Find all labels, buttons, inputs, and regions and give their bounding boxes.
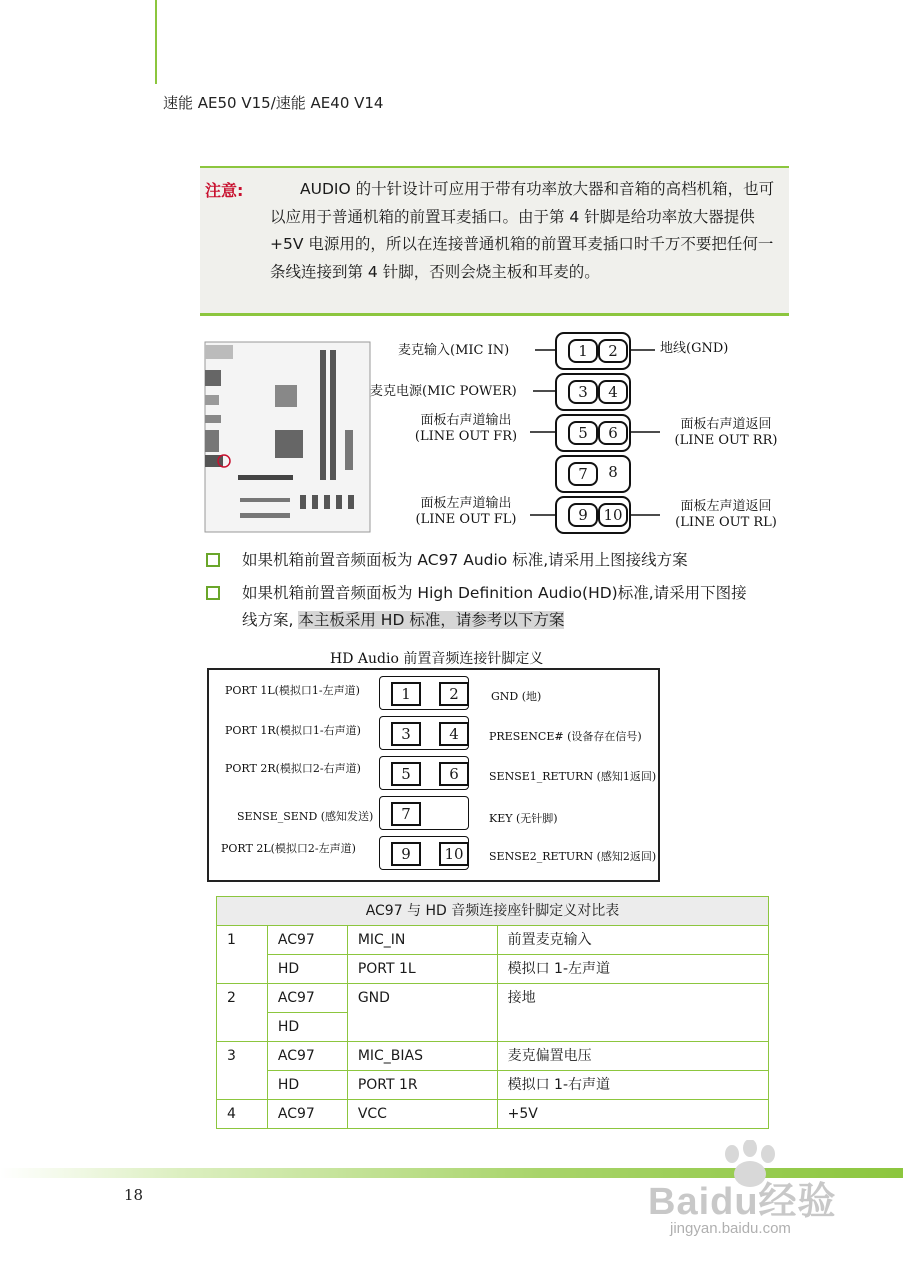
table-cell-pin: 2 bbox=[217, 984, 268, 1042]
hd-label-port-1r: PORT 1R(模拟口1-右声道) bbox=[225, 724, 361, 737]
ac97-label-mic-power: 麦克电源(MIC POWER) bbox=[370, 384, 517, 399]
note-box bbox=[200, 166, 789, 316]
table-cell-pin: 3 bbox=[217, 1042, 268, 1100]
table-cell-standard: HD bbox=[267, 955, 347, 984]
hd-diagram-title: HD Audio 前置音频连接针脚定义 bbox=[330, 651, 544, 667]
bullet-hd-text-highlight: 本主板采用 HD 标准，请参考以下方案 bbox=[298, 611, 565, 629]
ac97-pin-8: 8 bbox=[598, 462, 628, 486]
page-number: 18 bbox=[124, 1186, 144, 1204]
table-cell-signal: GND bbox=[347, 984, 497, 1042]
hd-pin-2: 2 bbox=[439, 682, 469, 706]
table-cell-standard: HD bbox=[267, 1013, 347, 1042]
table-cell-pin: 1 bbox=[217, 926, 268, 984]
hd-label-sense1-return: SENSE1_RETURN (感知1返回) bbox=[489, 770, 657, 783]
table-row bbox=[217, 984, 769, 1013]
hd-pin-6: 6 bbox=[439, 762, 469, 786]
ac97-label-line-out-fr: 面板右声道输出 bbox=[420, 413, 512, 428]
table-row bbox=[217, 955, 769, 984]
hd-label-port-1l: PORT 1L(模拟口1-左声道) bbox=[225, 684, 360, 697]
comparison-table bbox=[216, 896, 769, 1129]
hd-label-gnd: GND (地) bbox=[491, 690, 542, 703]
table-cell-standard: HD bbox=[267, 1071, 347, 1100]
note-text: AUDIO 的十针设计可应用于带有功率放大器和音箱的高档机箱，也可以应用于普通机箱的前置耳麦插口。由于第 4 针脚是给功率放大器提供+5V 电源用的，所以在连接普通机箱的前置耳麦插口时千万不要把任何一条线连接到第 4 针脚，否则会烧主板和耳麦的。 bbox=[270, 180, 775, 281]
ac97-label-line-out-fl-en: (LINE OUT FL) bbox=[415, 512, 517, 527]
ac97-pin-2: 2 bbox=[598, 339, 628, 363]
bullet-hd-text-plain: 线方案, bbox=[242, 611, 294, 629]
ac97-label-line-out-rl-en: (LINE OUT RL) bbox=[675, 515, 777, 530]
table-cell-description: 模拟口 1-左声道 bbox=[497, 955, 768, 984]
hd-label-key: KEY (无针脚) bbox=[489, 812, 558, 825]
ac97-pin-7: 7 bbox=[568, 462, 598, 486]
baidu-watermark bbox=[640, 1140, 880, 1250]
hd-pin-10: 10 bbox=[439, 842, 469, 866]
table-cell-signal: PORT 1L bbox=[347, 955, 497, 984]
ac97-label-line-out-rl: 面板左声道返回 bbox=[680, 499, 772, 514]
hd-label-sense2-return: SENSE2_RETURN (感知2返回) bbox=[489, 850, 657, 863]
hd-pin-4: 4 bbox=[439, 722, 469, 746]
checkbox-bullet-icon bbox=[206, 553, 220, 567]
ac97-pin-3: 3 bbox=[568, 380, 598, 404]
table-cell-signal: MIC_BIAS bbox=[347, 1042, 497, 1071]
table-row bbox=[217, 1100, 769, 1129]
ac97-label-line-out-rr-en: (LINE OUT RR) bbox=[674, 433, 778, 448]
bullet-hd-text-line1: 如果机箱前置音频面板为 High Definition Audio(HD)标准,请采用下图接 bbox=[242, 584, 747, 602]
table-cell-standard: AC97 bbox=[267, 1042, 347, 1071]
checkbox-bullet-icon bbox=[206, 586, 220, 600]
header-accent-line bbox=[155, 0, 157, 84]
ac97-label-gnd: 地线(GND) bbox=[660, 341, 729, 356]
hd-label-port-2l: PORT 2L(模拟口2-左声道) bbox=[221, 842, 356, 855]
motherboard-thumbnail bbox=[205, 342, 370, 532]
ac97-pin-4: 4 bbox=[598, 380, 628, 404]
hd-label-port-2r: PORT 2R(模拟口2-右声道) bbox=[225, 762, 361, 775]
hd-pin-7: 7 bbox=[391, 802, 421, 826]
ac97-label-line-out-rr: 面板右声道返回 bbox=[680, 417, 772, 432]
hd-pin-9: 9 bbox=[391, 842, 421, 866]
watermark-main-text: Baidu经验 bbox=[648, 1181, 837, 1223]
table-cell-standard: AC97 bbox=[267, 984, 347, 1013]
ac97-pin-10: 10 bbox=[598, 503, 628, 527]
table-row bbox=[217, 1071, 769, 1100]
hd-pin-5: 5 bbox=[391, 762, 421, 786]
page-header-title: 速能 AE50 V15/速能 AE40 V14 bbox=[163, 94, 384, 112]
table-cell-standard: AC97 bbox=[267, 1100, 347, 1129]
bullet-hd-text-line2 bbox=[242, 607, 564, 633]
watermark-url-text: jingyan.baidu.com bbox=[670, 1220, 791, 1237]
hd-pin-3: 3 bbox=[391, 722, 421, 746]
ac97-pin-1: 1 bbox=[568, 339, 598, 363]
hd-label-sense-send: SENSE_SEND (感知发送) bbox=[237, 810, 374, 823]
ac97-label-line-out-fl: 面板左声道输出 bbox=[420, 496, 512, 511]
table-caption: AC97 与 HD 音频连接座针脚定义对比表 bbox=[217, 897, 769, 926]
table-cell-description: 前置麦克输入 bbox=[497, 926, 768, 955]
ac97-pin-6: 6 bbox=[598, 421, 628, 445]
hd-label-presence: PRESENCE# (设备存在信号) bbox=[489, 730, 642, 743]
table-cell-description: 麦克偏置电压 bbox=[497, 1042, 768, 1071]
hd-pin-1: 1 bbox=[391, 682, 421, 706]
table-cell-signal: PORT 1R bbox=[347, 1071, 497, 1100]
table-row bbox=[217, 1042, 769, 1071]
ac97-pin-9: 9 bbox=[568, 503, 598, 527]
ac97-label-mic-in: 麦克输入(MIC IN) bbox=[398, 343, 510, 358]
ac97-pinout-diagram bbox=[200, 330, 800, 540]
table-cell-signal: MIC_IN bbox=[347, 926, 497, 955]
table-row bbox=[217, 926, 769, 955]
note-label: 注意: bbox=[205, 181, 244, 200]
table-caption-row bbox=[217, 897, 769, 926]
table-cell-description: +5V bbox=[497, 1100, 768, 1129]
hd-pinout-diagram bbox=[207, 668, 660, 882]
table-cell-description: 模拟口 1-右声道 bbox=[497, 1071, 768, 1100]
table-cell-pin: 4 bbox=[217, 1100, 268, 1129]
ac97-pin-5: 5 bbox=[568, 421, 598, 445]
bullet-ac97-text: 如果机箱前置音频面板为 AC97 Audio 标准,请采用上图接线方案 bbox=[242, 551, 688, 569]
table-cell-standard: AC97 bbox=[267, 926, 347, 955]
table-cell-signal: VCC bbox=[347, 1100, 497, 1129]
ac97-label-line-out-fr-en: (LINE OUT FR) bbox=[414, 429, 518, 444]
table-cell-description: 接地 bbox=[497, 984, 768, 1042]
